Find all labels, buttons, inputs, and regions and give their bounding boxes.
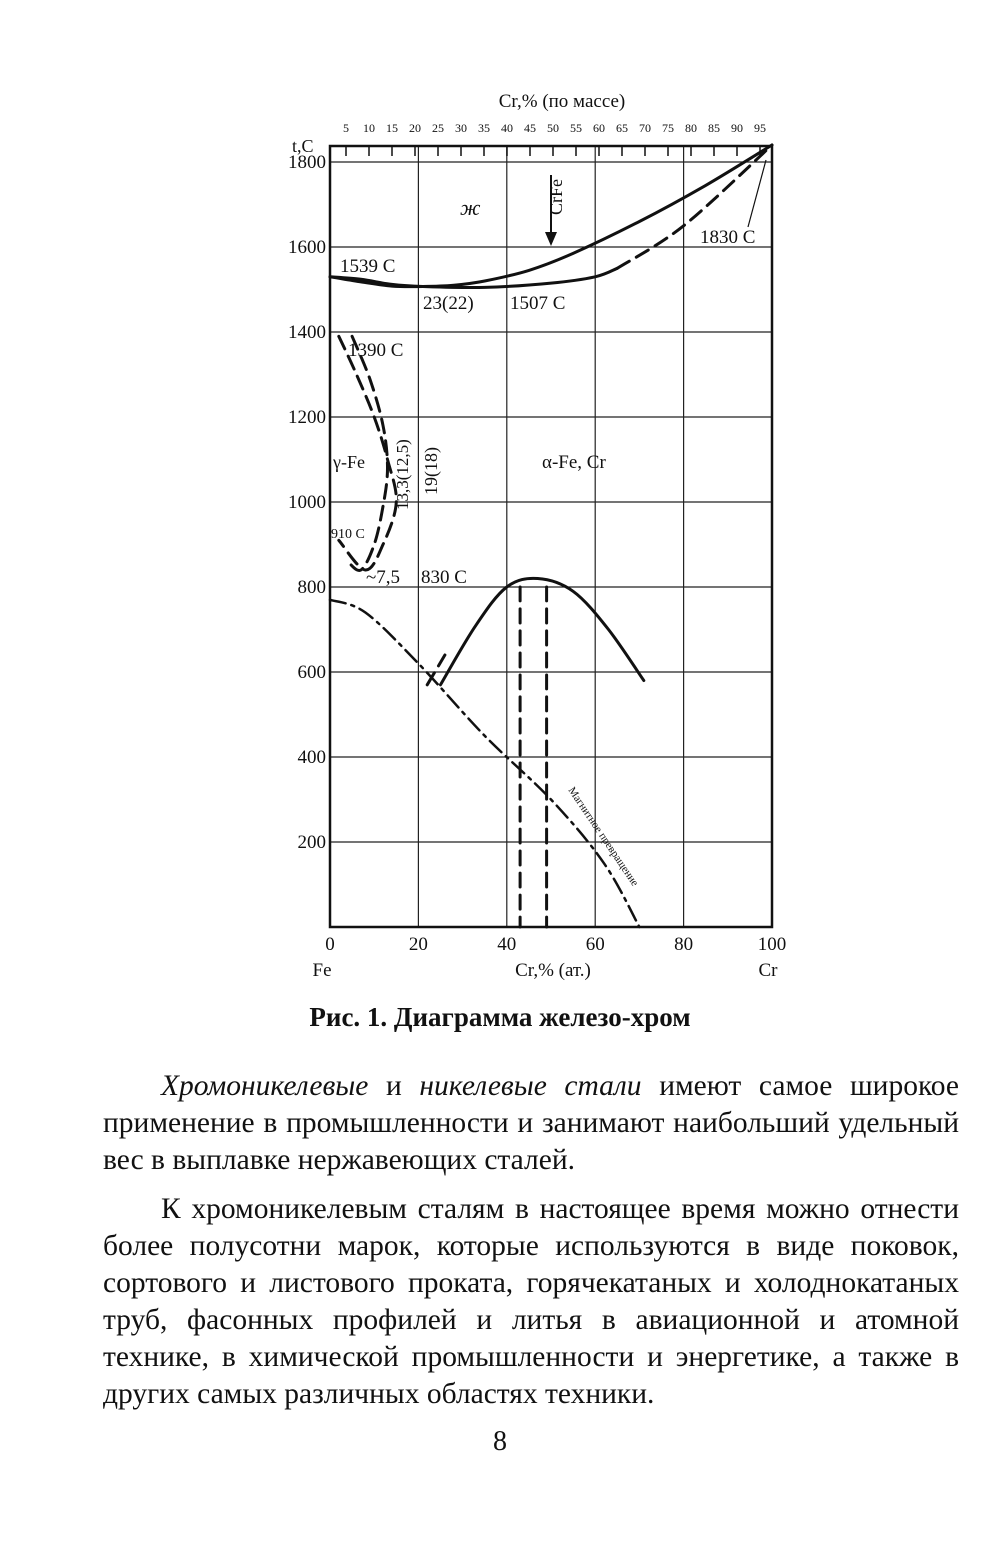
y-tick-label-400: 400: [297, 747, 326, 768]
x-tick-label-40: 40: [497, 934, 517, 955]
annotation-1830: 1830 C: [700, 227, 756, 248]
x-axis-left-element: Fe: [312, 960, 332, 981]
x-axis-title: Cr,% (ат.): [515, 960, 591, 981]
conjunction: и: [368, 1070, 420, 1102]
annotation-23-22: 23(22): [423, 293, 474, 314]
page-number: 8: [493, 1426, 507, 1457]
y-tick-label-1200: 1200: [288, 407, 326, 428]
y-tick-label-600: 600: [297, 662, 326, 683]
top-tick-label-90: 90: [731, 121, 743, 135]
annotation-1507: 1507 C: [510, 293, 566, 314]
curve-solidus-extension: [617, 145, 772, 268]
y-tick-label-200: 200: [297, 832, 326, 853]
x-tick-label-0: 0: [325, 934, 335, 955]
annotation-19-18: 19(18): [421, 447, 441, 495]
annotation-gamma-fe: γ-Fe: [333, 452, 365, 472]
top-tick-label-85: 85: [708, 121, 720, 135]
paragraph-1: [103, 1068, 959, 1179]
paragraph-2: К хромоникелевым сталям в настоящее время можно отнести более полусотни марок, которые используются в виде поковок, сортового и листового проката, горячекатаных и холоднокатаных труб, фасонных профилей и литья в авиационной и атомной технике, в химической промышленности и энергетике, а также в других самых различных областях техники.: [103, 1193, 959, 1410]
body-text: [103, 1068, 959, 1425]
annotation-magnetic: Магнитное превращение: [565, 784, 641, 889]
top-tick-label-20: 20: [409, 121, 421, 135]
curve-sigma-phase: [441, 578, 644, 684]
annotation-1539: 1539 C: [340, 256, 396, 277]
top-tick-label-15: 15: [386, 121, 398, 135]
phase-curves: [330, 145, 772, 927]
y-tick-label-1800: 1800: [288, 152, 326, 173]
annotation-7-5: ~7,5: [366, 567, 401, 588]
x-tick-label-80: 80: [674, 934, 694, 955]
top-tick-label-50: 50: [547, 121, 559, 135]
top-tick-label-45: 45: [524, 121, 536, 135]
top-tick-label-5: 5: [343, 121, 349, 135]
x-tick-label-20: 20: [408, 934, 428, 955]
top-tick-label-65: 65: [616, 121, 628, 135]
top-axis-ticks: [343, 121, 766, 156]
paragraph-1-rest: имеют самое широкое применение в промышленности и занимают наибольший удельный вес в выплавке нержавеющих сталей.: [103, 1070, 960, 1176]
term-nickel-steels: никелевые стали: [419, 1070, 642, 1102]
annotation-liquid: ж: [460, 195, 481, 220]
annotation-910: 910 C: [331, 527, 365, 542]
y-tick-label-1000: 1000: [288, 492, 326, 513]
term-chromium-nickel: Хромоникелевые: [161, 1070, 369, 1102]
x-tick-label-60: 60: [585, 934, 605, 955]
top-tick-label-55: 55: [570, 121, 582, 135]
figure-caption: Рис. 1. Диаграмма железо-хром: [309, 1002, 691, 1032]
annotation-alpha-fe-cr: α-Fe, Cr: [542, 452, 606, 473]
x-tick-label-100: 100: [757, 934, 787, 955]
top-tick-label-80: 80: [685, 121, 697, 135]
y-axis-unit: t,C: [292, 136, 314, 156]
annotation-830: 830 C: [421, 567, 467, 588]
pointer-1830: [748, 160, 766, 227]
top-tick-label-70: 70: [639, 121, 651, 135]
annotation-1390: 1390 C: [348, 340, 404, 361]
y-tick-label-1600: 1600: [288, 237, 326, 258]
top-tick-label-35: 35: [478, 121, 490, 135]
top-tick-label-75: 75: [662, 121, 674, 135]
crfe-arrow-head: [545, 232, 557, 246]
annotation-crfe: CrFe: [546, 179, 566, 215]
y-tick-label-1400: 1400: [288, 322, 326, 343]
annotation-13-3: 13,3(12,5): [393, 439, 412, 510]
top-tick-label-40: 40: [501, 121, 513, 135]
top-tick-label-30: 30: [455, 121, 467, 135]
top-tick-label-10: 10: [363, 121, 375, 135]
curve-curie-temperature: [330, 600, 639, 927]
x-axis-right-element: Cr: [758, 960, 778, 981]
y-tick-label-800: 800: [297, 577, 326, 598]
top-tick-label-95: 95: [754, 121, 766, 135]
top-tick-label-25: 25: [432, 121, 444, 135]
top-axis-title: Cr,% (по массе): [498, 91, 626, 112]
top-tick-label-60: 60: [593, 121, 605, 135]
